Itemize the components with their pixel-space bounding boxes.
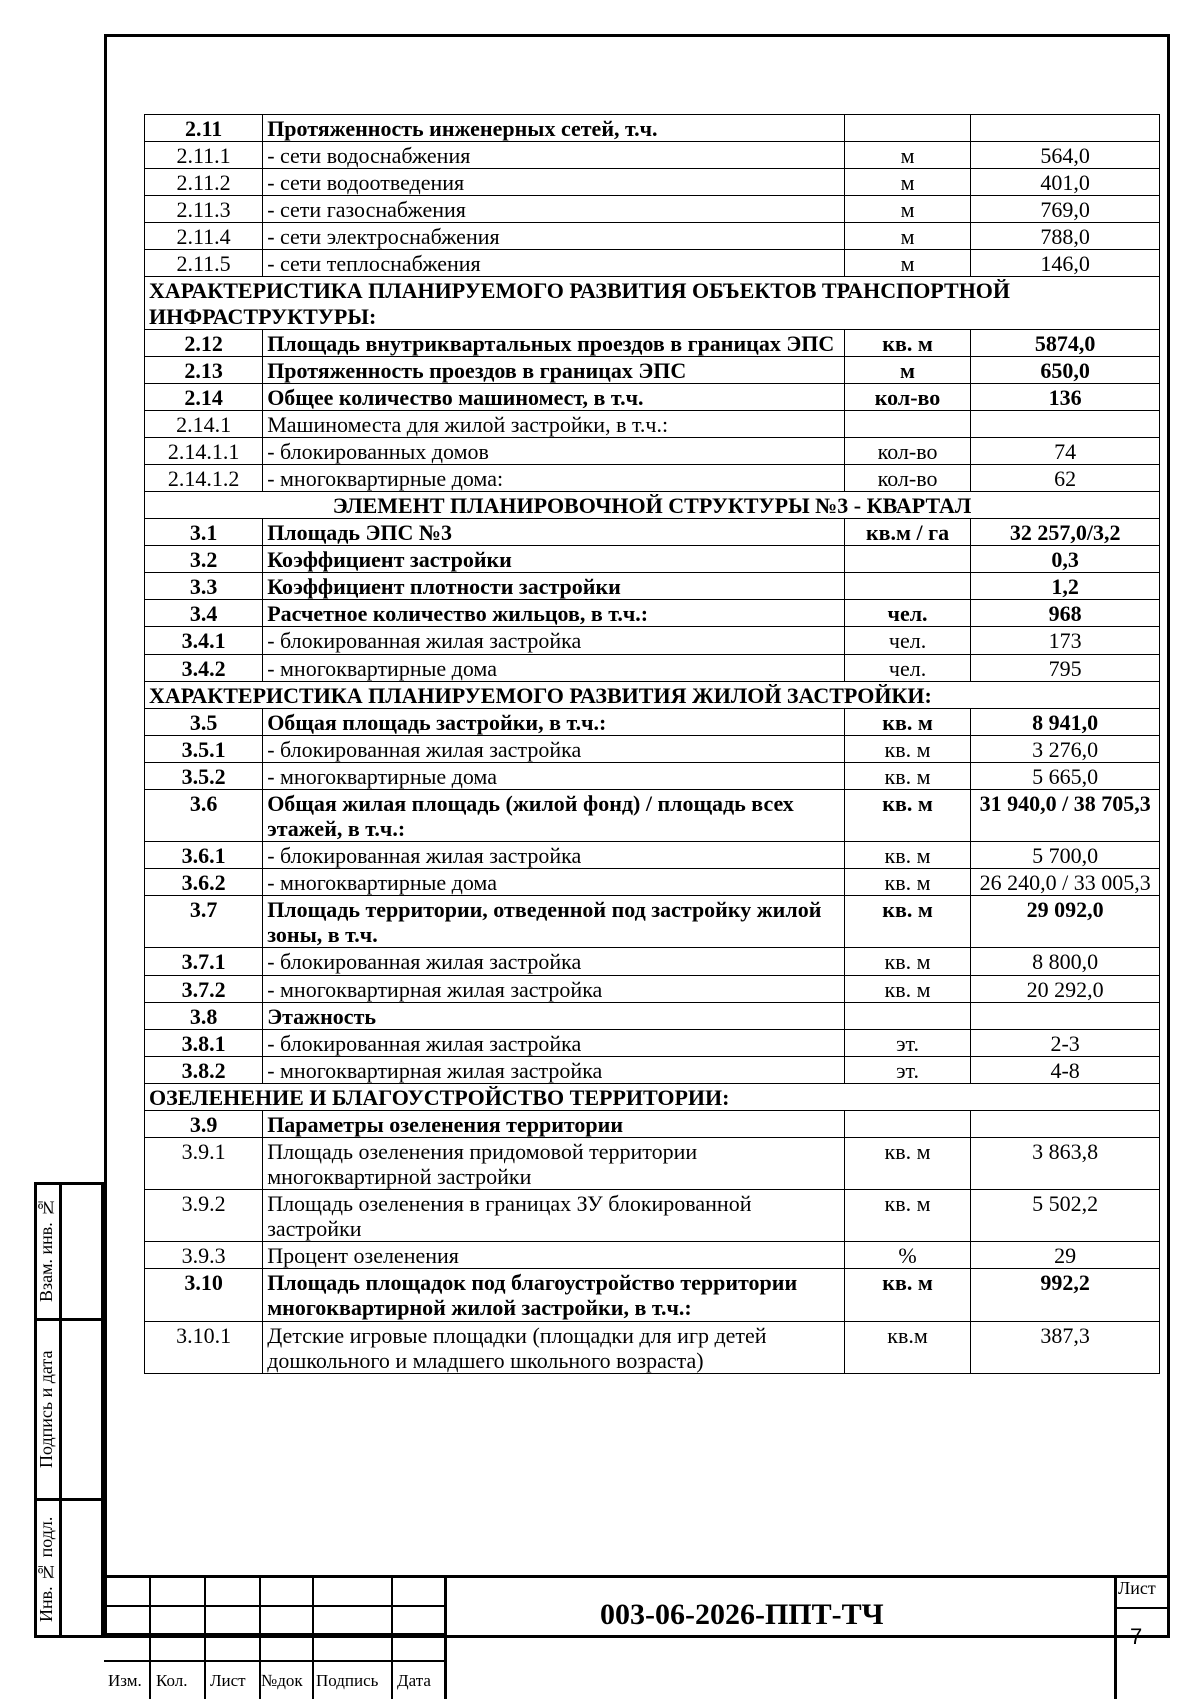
row-name: Общая жилая площадь (жилой фонд) / площадь всех этажей, в т.ч.: bbox=[263, 789, 845, 841]
side-stamp bbox=[34, 1182, 104, 1638]
table-row bbox=[145, 410, 1160, 437]
table-row bbox=[145, 329, 1160, 356]
row-value: 136 bbox=[971, 383, 1160, 410]
table-row bbox=[145, 519, 1160, 546]
row-name: Расчетное количество жильцов, в т.ч.: bbox=[263, 600, 845, 627]
table-row bbox=[145, 948, 1160, 975]
row-number: 3.8.2 bbox=[145, 1056, 263, 1083]
table-row bbox=[145, 1137, 1160, 1189]
row-unit: чел. bbox=[844, 627, 970, 654]
row-value: 2-3 bbox=[971, 1029, 1160, 1056]
row-value: 992,2 bbox=[971, 1269, 1160, 1321]
row-name: - блокированная жилая застройка bbox=[263, 948, 845, 975]
row-unit: чел. bbox=[844, 654, 970, 681]
row-number: 3.1 bbox=[145, 519, 263, 546]
side-stamp-line-1 bbox=[34, 1318, 104, 1321]
title-block-row-line bbox=[104, 1633, 446, 1635]
row-value: 5 665,0 bbox=[971, 762, 1160, 789]
row-number: 2.11.3 bbox=[145, 196, 263, 223]
row-value: 173 bbox=[971, 627, 1160, 654]
table-row bbox=[145, 1029, 1160, 1056]
side-stamp-line-2 bbox=[34, 1498, 104, 1501]
row-number: 2.14.1.1 bbox=[145, 437, 263, 464]
row-unit: кв. м bbox=[844, 896, 970, 948]
table-row bbox=[145, 437, 1160, 464]
row-value: 0,3 bbox=[971, 546, 1160, 573]
table-row bbox=[145, 115, 1160, 142]
table-row bbox=[145, 1242, 1160, 1269]
vzam-inv-label: Взам. инв. № bbox=[36, 1197, 56, 1303]
sheet-label: Лист bbox=[1118, 1578, 1156, 1598]
row-number: 2.14.1 bbox=[145, 410, 263, 437]
parameters-table bbox=[144, 114, 1160, 1374]
row-unit: эт. bbox=[844, 1056, 970, 1083]
podpis-label: Подпись bbox=[316, 1671, 379, 1690]
row-value: 769,0 bbox=[971, 196, 1160, 223]
row-value: 32 257,0/3,2 bbox=[971, 519, 1160, 546]
row-number: 3.6.2 bbox=[145, 869, 263, 896]
row-name: Протяженность инженерных сетей, т.ч. bbox=[263, 115, 845, 142]
table-row bbox=[145, 789, 1160, 841]
row-number: 2.11.2 bbox=[145, 169, 263, 196]
row-number: 3.9 bbox=[145, 1110, 263, 1137]
title-block-row-line bbox=[104, 1605, 446, 1607]
row-name: - блокированная жилая застройка bbox=[263, 842, 845, 869]
row-number: 2.11.1 bbox=[145, 142, 263, 169]
row-number: 2.11.5 bbox=[145, 250, 263, 277]
row-value: 401,0 bbox=[971, 169, 1160, 196]
table-row bbox=[145, 223, 1160, 250]
izm-label: Изм. bbox=[108, 1671, 142, 1690]
row-unit: кв. м bbox=[844, 1137, 970, 1189]
row-number: 2.11.4 bbox=[145, 223, 263, 250]
section-heading: ОЗЕЛЕНЕНИЕ И БЛАГОУСТРОЙСТВО ТЕРРИТОРИИ: bbox=[145, 1083, 1160, 1110]
table-row bbox=[145, 383, 1160, 410]
title-block-col-line bbox=[149, 1575, 151, 1699]
row-name: - многоквартирная жилая застройка bbox=[263, 1056, 845, 1083]
row-value: 20 292,0 bbox=[971, 975, 1160, 1002]
row-number: 3.6 bbox=[145, 789, 263, 841]
list-label: Лист bbox=[210, 1671, 246, 1690]
table-row bbox=[145, 277, 1160, 329]
title-block bbox=[104, 1575, 1170, 1699]
row-value: 795 bbox=[971, 654, 1160, 681]
row-number: 2.11 bbox=[145, 115, 263, 142]
row-name: - сети электроснабжения bbox=[263, 223, 845, 250]
row-unit: м bbox=[844, 169, 970, 196]
row-number: 3.5.1 bbox=[145, 735, 263, 762]
row-unit: % bbox=[844, 1242, 970, 1269]
row-number: 3.7.2 bbox=[145, 975, 263, 1002]
table-row bbox=[145, 1056, 1160, 1083]
table-row bbox=[145, 681, 1160, 708]
row-unit: кв. м bbox=[844, 708, 970, 735]
section-heading: ЭЛЕМЕНТ ПЛАНИРОВОЧНОЙ СТРУКТУРЫ №3 - КВАРТАЛ bbox=[145, 492, 1160, 519]
row-value: 74 bbox=[971, 437, 1160, 464]
table-row bbox=[145, 708, 1160, 735]
row-value: 26 240,0 / 33 005,3 bbox=[971, 869, 1160, 896]
row-number: 3.8 bbox=[145, 1002, 263, 1029]
row-unit: м bbox=[844, 223, 970, 250]
title-block-col-line bbox=[444, 1575, 447, 1699]
row-number: 3.5.2 bbox=[145, 762, 263, 789]
row-number: 3.4.1 bbox=[145, 627, 263, 654]
row-value: 29 092,0 bbox=[971, 896, 1160, 948]
section-heading: ХАРАКТЕРИСТИКА ПЛАНИРУЕМОГО РАЗВИТИЯ ЖИЛОЙ ЗАСТРОЙКИ: bbox=[145, 681, 1160, 708]
row-number: 3.2 bbox=[145, 546, 263, 573]
row-name: Площадь территории, отведенной под застройку жилой зоны, в т.ч. bbox=[263, 896, 845, 948]
row-value: 564,0 bbox=[971, 142, 1160, 169]
row-number: 3.10 bbox=[145, 1269, 263, 1321]
podpis-data-label: Подпись и дата bbox=[36, 1350, 56, 1468]
table-row bbox=[145, 896, 1160, 948]
ndok-label: №док bbox=[261, 1671, 303, 1690]
table-row bbox=[145, 1269, 1160, 1321]
row-value: 387,3 bbox=[971, 1321, 1160, 1373]
row-name: Протяженность проездов в границах ЭПС bbox=[263, 356, 845, 383]
row-value bbox=[971, 1110, 1160, 1137]
row-unit: м bbox=[844, 142, 970, 169]
title-block-col-line bbox=[391, 1575, 393, 1699]
title-block-col-line bbox=[1114, 1575, 1117, 1699]
row-name: - блокированных домов bbox=[263, 437, 845, 464]
table-row bbox=[145, 842, 1160, 869]
row-unit: кв.м bbox=[844, 1321, 970, 1373]
row-name: - сети водоотведения bbox=[263, 169, 845, 196]
row-unit: кв. м bbox=[844, 735, 970, 762]
row-unit: м bbox=[844, 196, 970, 223]
row-unit bbox=[844, 573, 970, 600]
section-heading: ХАРАКТЕРИСТИКА ПЛАНИРУЕМОГО РАЗВИТИЯ ОБЪЕКТОВ ТРАНСПОРТНОЙ ИНФРАСТРУКТУРЫ: bbox=[145, 277, 1160, 329]
row-unit: кол-во bbox=[844, 465, 970, 492]
table-row bbox=[145, 654, 1160, 681]
row-value: 5874,0 bbox=[971, 329, 1160, 356]
row-unit: кв. м bbox=[844, 1269, 970, 1321]
table-row bbox=[145, 627, 1160, 654]
row-name: Площадь площадок под благоустройство территории многоквартирной жилой застройки, в т.ч.: bbox=[263, 1269, 845, 1321]
row-value: 5 502,2 bbox=[971, 1190, 1160, 1242]
row-name: Коэффициент застройки bbox=[263, 546, 845, 573]
row-name: - блокированная жилая застройка bbox=[263, 1029, 845, 1056]
document-number: 003-06-2026-ППТ-ТЧ bbox=[600, 1598, 884, 1631]
row-unit: м bbox=[844, 356, 970, 383]
row-name: - сети водоснабжения bbox=[263, 142, 845, 169]
row-name: Площадь озеленения придомовой территории многоквартирной застройки bbox=[263, 1137, 845, 1189]
row-name: Этажность bbox=[263, 1002, 845, 1029]
row-unit bbox=[844, 1110, 970, 1137]
table-row bbox=[145, 762, 1160, 789]
row-unit bbox=[844, 1002, 970, 1029]
row-unit bbox=[844, 410, 970, 437]
row-number: 3.6.1 bbox=[145, 842, 263, 869]
row-number: 3.8.1 bbox=[145, 1029, 263, 1056]
row-number: 3.9.3 bbox=[145, 1242, 263, 1269]
table-row bbox=[145, 600, 1160, 627]
row-unit: м bbox=[844, 250, 970, 277]
table-row bbox=[145, 492, 1160, 519]
row-number: 3.7.1 bbox=[145, 948, 263, 975]
table-row bbox=[145, 546, 1160, 573]
sheet-number: 7 bbox=[1130, 1624, 1143, 1649]
row-unit: кв. м bbox=[844, 1190, 970, 1242]
table-row bbox=[145, 250, 1160, 277]
row-value: 31 940,0 / 38 705,3 bbox=[971, 789, 1160, 841]
row-unit: кв. м bbox=[844, 948, 970, 975]
row-name: Детские игровые площадки (площадки для игр детей дошкольного и младшего школьного возраста) bbox=[263, 1321, 845, 1373]
row-value: 146,0 bbox=[971, 250, 1160, 277]
row-value: 3 276,0 bbox=[971, 735, 1160, 762]
row-value: 29 bbox=[971, 1242, 1160, 1269]
table-row bbox=[145, 142, 1160, 169]
title-block-col-line bbox=[204, 1575, 206, 1699]
row-name: - многоквартирные дома bbox=[263, 762, 845, 789]
row-value: 788,0 bbox=[971, 223, 1160, 250]
row-number: 2.13 bbox=[145, 356, 263, 383]
row-name: - блокированная жилая застройка bbox=[263, 627, 845, 654]
row-value bbox=[971, 115, 1160, 142]
inv-podl-label: Инв. № подл. bbox=[36, 1516, 56, 1622]
table-row bbox=[145, 465, 1160, 492]
row-unit: кв. м bbox=[844, 329, 970, 356]
row-name: - многоквартирные дома bbox=[263, 654, 845, 681]
row-value: 8 800,0 bbox=[971, 948, 1160, 975]
row-unit: чел. bbox=[844, 600, 970, 627]
row-name: Площадь озеленения в границах ЗУ блокированной застройки bbox=[263, 1190, 845, 1242]
row-name: Коэффициент плотности застройки bbox=[263, 573, 845, 600]
row-unit: кол-во bbox=[844, 437, 970, 464]
row-number: 3.7 bbox=[145, 896, 263, 948]
table-row bbox=[145, 196, 1160, 223]
row-name: Процент озеленения bbox=[263, 1242, 845, 1269]
row-name: Параметры озеленения территории bbox=[263, 1110, 845, 1137]
row-value bbox=[971, 410, 1160, 437]
row-unit: эт. bbox=[844, 1029, 970, 1056]
row-number: 3.9.2 bbox=[145, 1190, 263, 1242]
row-unit: кв. м bbox=[844, 842, 970, 869]
row-value: 650,0 bbox=[971, 356, 1160, 383]
row-number: 3.9.1 bbox=[145, 1137, 263, 1189]
row-name: - сети газоснабжения bbox=[263, 196, 845, 223]
row-name: - сети теплоснабжения bbox=[263, 250, 845, 277]
table-row bbox=[145, 869, 1160, 896]
table-row bbox=[145, 356, 1160, 383]
row-name: Общее количество машиномест, в т.ч. bbox=[263, 383, 845, 410]
row-value: 1,2 bbox=[971, 573, 1160, 600]
row-name: - блокированная жилая застройка bbox=[263, 735, 845, 762]
row-value: 4-8 bbox=[971, 1056, 1160, 1083]
data-label: Дата bbox=[397, 1671, 431, 1690]
row-unit: кол-во bbox=[844, 383, 970, 410]
table-row bbox=[145, 1083, 1160, 1110]
row-unit bbox=[844, 546, 970, 573]
kol-label: Кол. bbox=[156, 1671, 188, 1690]
row-value: 8 941,0 bbox=[971, 708, 1160, 735]
row-name: Общая площадь застройки, в т.ч.: bbox=[263, 708, 845, 735]
row-name: - многоквартирные дома bbox=[263, 869, 845, 896]
row-unit: кв. м bbox=[844, 975, 970, 1002]
row-value bbox=[971, 1002, 1160, 1029]
title-block-row-line bbox=[104, 1660, 446, 1662]
table-row bbox=[145, 1190, 1160, 1242]
row-value: 62 bbox=[971, 465, 1160, 492]
row-unit: кв. м bbox=[844, 762, 970, 789]
row-number: 3.10.1 bbox=[145, 1321, 263, 1373]
row-unit: кв.м / га bbox=[844, 519, 970, 546]
title-block-sheet-line bbox=[1114, 1607, 1170, 1609]
row-name: Машиноместа для жилой застройки, в т.ч.: bbox=[263, 410, 845, 437]
row-value: 968 bbox=[971, 600, 1160, 627]
parameters-table-body bbox=[145, 115, 1160, 1374]
row-number: 3.5 bbox=[145, 708, 263, 735]
row-value: 5 700,0 bbox=[971, 842, 1160, 869]
table-row bbox=[145, 1321, 1160, 1373]
row-name: Площадь внутриквартальных проездов в границах ЭПС bbox=[263, 329, 845, 356]
title-block-top-line bbox=[104, 1575, 1170, 1578]
row-number: 3.4.2 bbox=[145, 654, 263, 681]
table-row bbox=[145, 573, 1160, 600]
row-number: 2.12 bbox=[145, 329, 263, 356]
row-value: 3 863,8 bbox=[971, 1137, 1160, 1189]
row-number: 2.14 bbox=[145, 383, 263, 410]
row-unit: кв. м bbox=[844, 789, 970, 841]
row-name: - многоквартирная жилая застройка bbox=[263, 975, 845, 1002]
table-row bbox=[145, 735, 1160, 762]
row-name: Площадь ЭПС №3 bbox=[263, 519, 845, 546]
row-unit: кв. м bbox=[844, 869, 970, 896]
row-number: 2.14.1.2 bbox=[145, 465, 263, 492]
table-row bbox=[145, 1002, 1160, 1029]
table-row bbox=[145, 1110, 1160, 1137]
row-unit bbox=[844, 115, 970, 142]
row-number: 3.4 bbox=[145, 600, 263, 627]
row-number: 3.3 bbox=[145, 573, 263, 600]
title-block-col-line bbox=[312, 1575, 314, 1699]
row-name: - многоквартирные дома: bbox=[263, 465, 845, 492]
table-row bbox=[145, 975, 1160, 1002]
table-row bbox=[145, 169, 1160, 196]
